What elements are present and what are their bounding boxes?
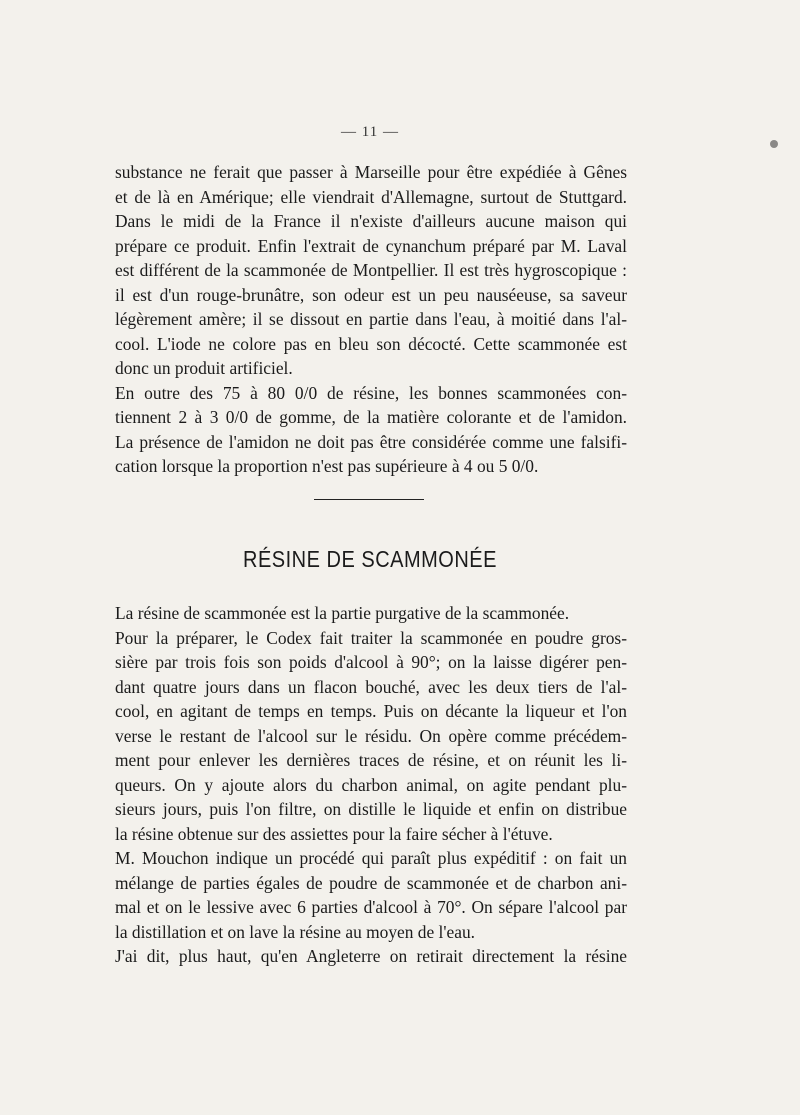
text-line: Dans le midi de la France il n'existe d'ailleurs aucune maison qui: [115, 211, 627, 231]
text-line: mal et on le lessive avec 6 parties d'alcool à 70°. On sépare l'alcool par: [115, 897, 627, 917]
text-line: La résine de scammonée est la partie purgative de la scammonée.: [115, 603, 570, 623]
text-line: légèrement amère; il se dissout en partie dans l'eau, à moitié dans l'al-: [115, 309, 627, 329]
text-line: et de là en Amérique; elle viendrait d'Allemagne, surtout de Stuttgard.: [115, 186, 627, 207]
text-line: donc un produit artificiel.: [115, 358, 293, 378]
text-line: substance ne ferait que passer à Marseille pour être expédiée à Gênes: [115, 162, 627, 182]
text-line: il est d'un rouge-brunâtre, son odeur est un peu nauséeuse, sa saveur: [115, 284, 627, 305]
section-divider: [314, 499, 424, 500]
text-line: cool. L'iode ne colore pas en bleu son décocté. Cette scammonée est: [115, 333, 627, 354]
text-line: sieurs jours, puis l'on filtre, on distille le liquide et enfin on distribue: [115, 799, 627, 819]
text-line: sière par trois fois son poids d'alcool à 90°; on la laisse digérer pen-: [115, 652, 627, 672]
text-line: cool, en agitant de temps en temps. Puis on décante la liqueur et l'on: [115, 701, 627, 721]
text-line: cation lorsque la proportion n'est pas supérieure à 4 ou 5 0/0.: [115, 456, 539, 476]
paragraph-block-bottom: [115, 601, 627, 969]
text-line: ment pour enlever les dernières traces de résine, et on réunit les li-: [115, 750, 627, 770]
text-line: queurs. On y ajoute alors du charbon animal, on agite pendant plu-: [115, 774, 627, 795]
page-number: — 11 —: [341, 124, 399, 140]
text-line: prépare ce produit. Enfin l'extrait de cynanchum préparé par M. Laval: [115, 235, 627, 256]
paragraph-block-top: [115, 160, 627, 479]
text-line: En outre des 75 à 80 0/0 de résine, les bonnes scammonées con-: [115, 382, 627, 403]
text-line: J'ai dit, plus haut, qu'en Angleterre on retirait directement la résine: [115, 946, 627, 966]
scan-speck: [770, 140, 778, 148]
text-line: la distillation et on lave la résine au moyen de l'eau.: [115, 921, 476, 942]
text-line: mélange de parties égales de poudre de scammonée et de charbon ani-: [115, 872, 627, 893]
section-heading: RÉSINE DE SCAMMONÉE: [243, 547, 497, 573]
text-line: tiennent 2 à 3 0/0 de gomme, de la matière colorante et de l'amidon.: [115, 407, 627, 427]
text-line: la résine obtenue sur des assiettes pour la faire sécher à l'étuve.: [115, 823, 553, 844]
text-line: dant quatre jours dans un flacon bouché, avec les deux tiers de l'al-: [115, 676, 627, 697]
text-line: Pour la préparer, le Codex fait traiter la scammonée en poudre gros-: [115, 627, 627, 648]
text-line: La présence de l'amidon ne doit pas être considérée comme une falsifi-: [115, 431, 627, 452]
text-line: est différent de la scammonée de Montpellier. Il est très hygroscopique :: [115, 260, 627, 280]
text-line: M. Mouchon indique un procédé qui paraît plus expéditif : on fait un: [115, 848, 627, 868]
text-line: verse le restant de l'alcool sur le résidu. On opère comme précédem-: [115, 725, 627, 746]
